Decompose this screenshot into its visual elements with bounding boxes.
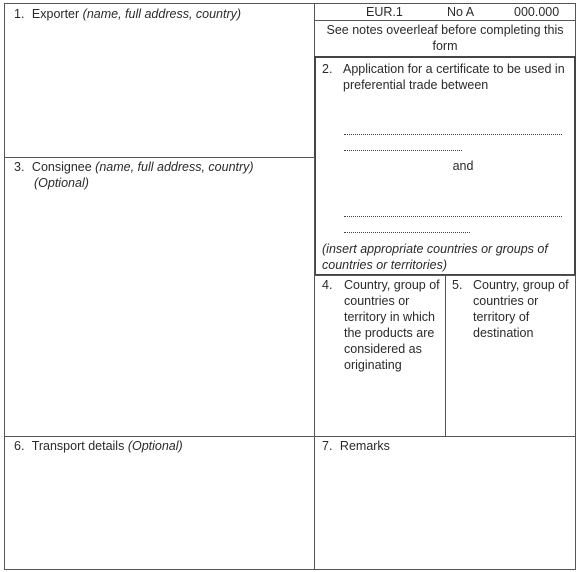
remarks-box[interactable]	[314, 436, 576, 570]
eur-title: EUR.1	[366, 5, 403, 19]
transport-details-note: (Optional)	[127, 439, 183, 453]
exporter-box[interactable]	[4, 3, 315, 158]
consignee-box[interactable]	[4, 157, 315, 437]
and-label: and	[452, 159, 474, 173]
destination-country-number: 5.	[452, 278, 463, 292]
exporter-number: 1.	[14, 7, 25, 21]
countries-line-2b[interactable]	[344, 232, 470, 233]
consignee-optional: (Optional)	[34, 176, 89, 190]
remarks-label	[322, 438, 390, 454]
notes-text: See notes oveerleaf before completing this form	[326, 23, 564, 53]
origin-country-number: 4.	[322, 278, 333, 292]
application-title: Application for a certificate to be used in preferential trade between	[343, 62, 565, 92]
serial-number: 000.000	[514, 5, 560, 19]
destination-country-text: Country, group of countries or territory of destination	[473, 278, 569, 340]
exporter-title: Exporter	[31, 7, 80, 21]
consignee-number: 3.	[14, 160, 25, 174]
consignee-label	[14, 159, 309, 175]
countries-note: (insert appropriate countries or groups of countries or territories)	[322, 242, 548, 272]
countries-line-2a[interactable]	[344, 216, 562, 217]
countries-line-1a[interactable]	[344, 134, 562, 135]
exporter-label	[14, 6, 309, 22]
transport-details-label	[14, 438, 309, 454]
consignee-title: Consignee	[31, 160, 92, 174]
remarks-title: Remarks	[339, 439, 390, 453]
exporter-note: (name, full address, country)	[82, 7, 242, 21]
no-label: No A	[447, 5, 475, 19]
remarks-number: 7.	[322, 439, 333, 453]
transport-details-box[interactable]	[4, 436, 315, 570]
consignee-note: (name, full address, country)	[95, 160, 254, 174]
origin-country-text: Country, group of countries or territory in which the products are considered as originating	[344, 278, 440, 372]
countries-line-1b[interactable]	[344, 150, 462, 151]
transport-details-title: Transport details	[31, 439, 125, 453]
transport-details-number: 6.	[14, 439, 25, 453]
application-number: 2.	[322, 62, 333, 76]
